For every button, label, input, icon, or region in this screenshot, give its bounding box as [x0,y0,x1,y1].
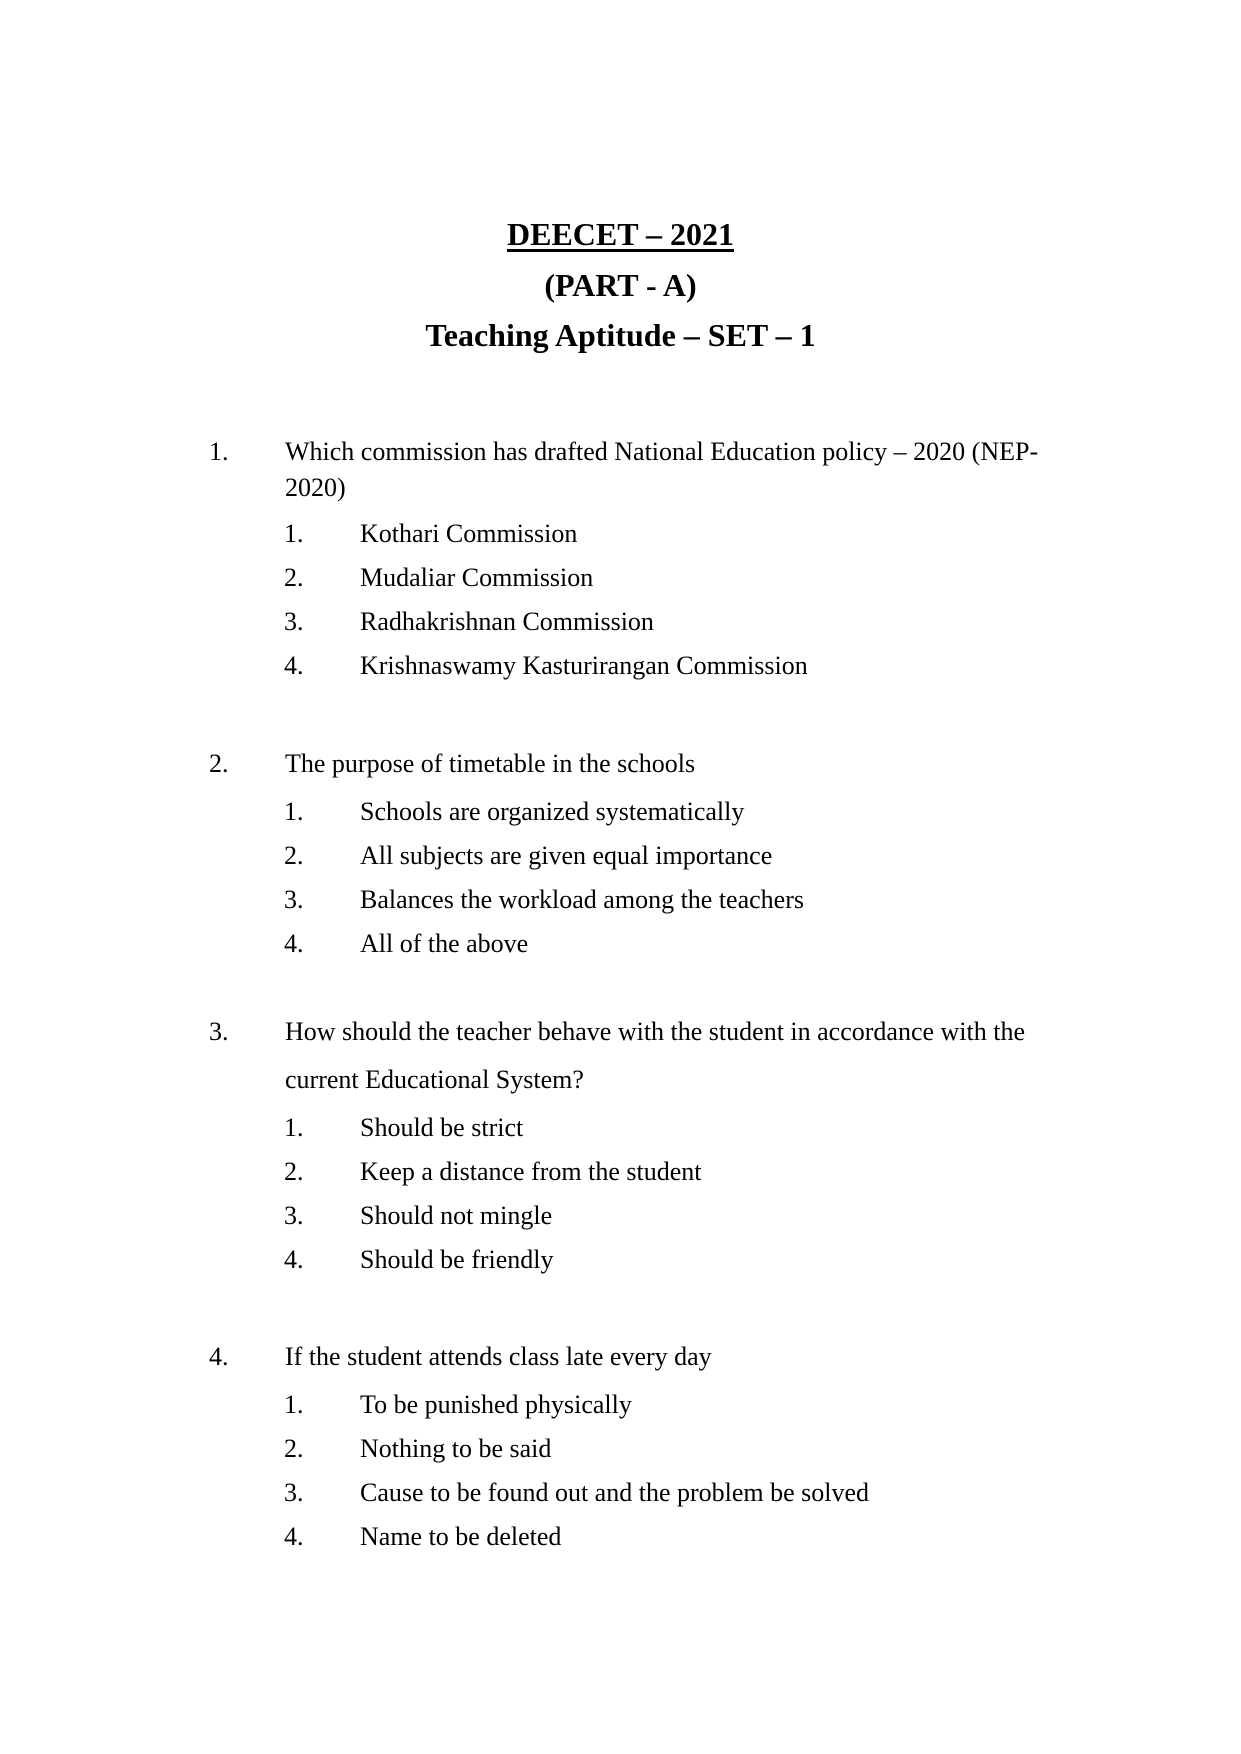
question-text: The purpose of timetable in the schools [285,749,696,778]
exam-title-text: DEECET – 2021 [506,216,734,252]
option-text: All of the above [360,929,529,958]
option-4 [0,648,1241,692]
option-number: 2. [284,1157,304,1186]
question-text: How should the teacher behave with the student in accordance with the current Educational System? [285,1017,1026,1094]
option-number: 1. [284,1113,304,1142]
option-text: Should be strict [360,1113,524,1142]
option-text: Kothari Commission [360,519,578,548]
option-1 [0,1110,1241,1154]
option-text: Cause to be found out and the problem be solved [360,1478,870,1507]
option-text: Should be friendly [360,1245,554,1274]
part-heading: (PART - A) [544,267,697,303]
question-number: 2. [209,749,229,778]
option-3 [0,882,1241,926]
option-text: Krishnaswamy Kasturirangan Commission [360,651,808,680]
option-number: 4. [284,929,304,958]
option-4 [0,926,1241,970]
option-text: Nothing to be said [360,1434,552,1463]
section-heading: Teaching Aptitude – SET – 1 [425,317,816,353]
option-1 [0,1387,1241,1431]
option-text: Should not mingle [360,1201,553,1230]
option-3 [0,604,1241,648]
option-text: Balances the workload among the teachers [360,885,804,914]
question-number: 1. [209,437,229,466]
exam-title [0,214,1241,254]
option-text: Mudaliar Commission [360,563,594,592]
option-text: Schools are organized systematically [360,797,745,826]
option-text: Keep a distance from the student [360,1157,702,1186]
option-3 [0,1475,1241,1519]
question-number: 4. [209,1342,229,1371]
option-number: 2. [284,841,304,870]
option-text: All subjects are given equal importance [360,841,773,870]
option-number: 1. [284,1390,304,1419]
option-number: 3. [284,607,304,636]
option-4 [0,1242,1241,1286]
question-number: 3. [209,1017,229,1046]
question-text: Which commission has drafted National Education policy – 2020 (NEP-2020) [285,437,1039,502]
option-text: Name to be deleted [360,1522,562,1551]
question-text: If the student attends class late every day [285,1342,712,1371]
option-2 [0,1431,1241,1475]
option-number: 4. [284,1522,304,1551]
option-number: 4. [284,651,304,680]
option-4 [0,1519,1241,1563]
option-2 [0,560,1241,604]
option-2 [0,838,1241,882]
option-2 [0,1154,1241,1198]
option-number: 3. [284,1201,304,1230]
option-number: 1. [284,519,304,548]
option-number: 3. [284,885,304,914]
option-3 [0,1198,1241,1242]
option-1 [0,516,1241,560]
option-1 [0,794,1241,838]
option-text: To be punished physically [360,1390,632,1419]
option-number: 2. [284,563,304,592]
option-number: 3. [284,1478,304,1507]
option-text: Radhakrishnan Commission [360,607,654,636]
option-number: 4. [284,1245,304,1274]
option-number: 2. [284,1434,304,1463]
option-number: 1. [284,797,304,826]
